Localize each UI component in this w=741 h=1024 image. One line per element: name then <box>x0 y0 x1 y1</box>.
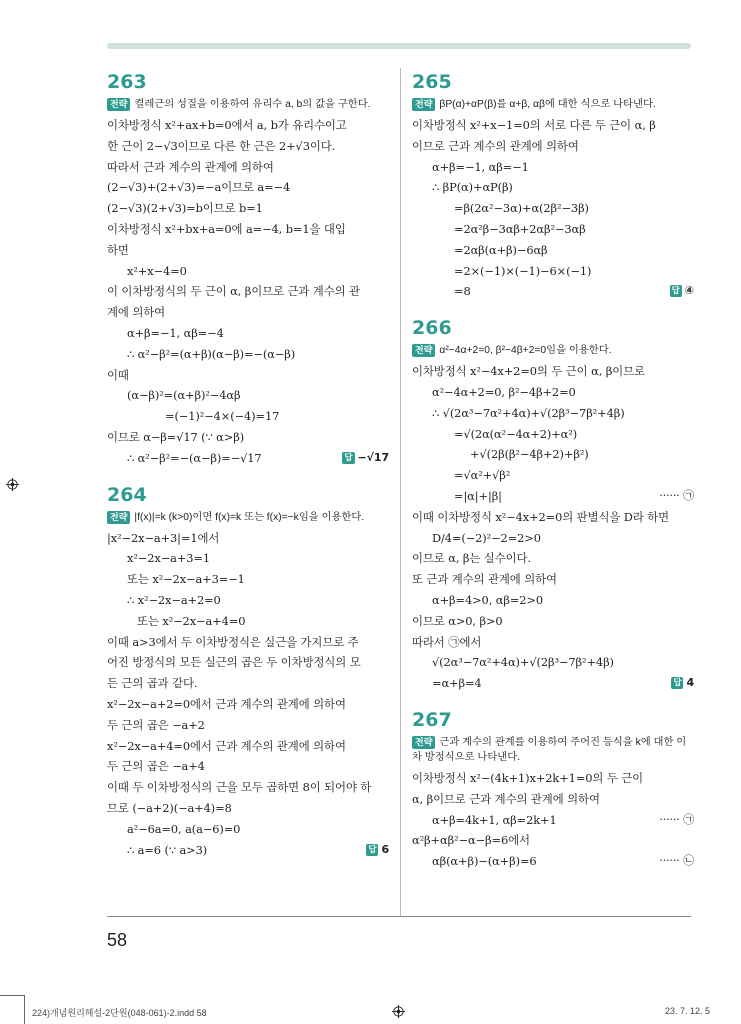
strategy-text: α²−4α+2=0, β²−4β+2=0임을 이용한다. <box>439 345 612 357</box>
problem-number: 265 <box>412 71 452 93</box>
line-text: +√(2β(β²−4β+2)+β²) <box>470 447 589 462</box>
line-text: a²−6a=0, a(a−6)=0 <box>127 821 241 836</box>
line-text: 두 근의 곱은 −a+2 <box>107 717 205 732</box>
solution-line <box>412 219 694 240</box>
crop-mark <box>0 995 24 996</box>
solution-line <box>107 219 389 240</box>
problem-number: 264 <box>107 483 147 506</box>
line-text: 어진 방정식의 모든 실근의 곱은 두 이차방정식의 모 <box>107 655 361 670</box>
line-text: 두 근의 곱은 −a+4 <box>107 759 205 774</box>
solution-line <box>412 486 694 507</box>
strategy-tag: 전략 <box>107 511 130 524</box>
answer-value: −√17 <box>357 450 389 464</box>
solution-line <box>412 507 694 528</box>
equation-marker: ······ ㉠ <box>659 812 694 826</box>
strategy-note <box>107 97 389 112</box>
line-text: 또는 x²−2x−a+3=−1 <box>127 572 245 587</box>
line-text: ∴ βP(α)+αP(β) <box>432 180 513 195</box>
answer-box <box>670 281 694 302</box>
solution-line <box>412 261 694 282</box>
spacer <box>107 469 389 481</box>
line-text: =√α²+√β² <box>454 468 511 483</box>
solution-line <box>107 715 389 736</box>
answer-tag: 답 <box>671 286 680 297</box>
registration-mark-icon <box>6 478 19 491</box>
solution-line <box>107 385 389 406</box>
line-text: D/4=(−2)²−2=2>0 <box>432 530 541 545</box>
solution-line <box>107 590 389 611</box>
answer-tag: 답 <box>368 844 377 855</box>
solution-line <box>107 302 389 323</box>
solution-line <box>107 115 389 136</box>
solution-line <box>412 424 694 445</box>
strategy-text: 켤레근의 성질을 이용하여 유리수 a, b의 값을 구한다. <box>134 99 371 110</box>
problem-number: 266 <box>412 317 452 340</box>
solution-line <box>412 768 694 789</box>
solution-line <box>412 611 694 632</box>
print-date: 23. 7. 12. 5 <box>665 1006 711 1016</box>
line-text: αβ(α+β)−(α+β)=6 <box>432 854 537 869</box>
answer-tag: 답 <box>673 678 682 689</box>
strategy-tag: 전략 <box>412 736 435 749</box>
solution-line <box>107 157 389 178</box>
solution-line <box>412 851 694 872</box>
line-text: α+β=−1, αβ=−1 <box>432 159 529 174</box>
line-text: x²−2x−a+4=0에서 근과 계수의 관계에 의하여 <box>107 738 346 753</box>
line-text: =√(2α(α²−4α+2)+α²) <box>454 426 578 441</box>
line-text: α²−4α+2=0, β²−4β+2=0 <box>432 384 576 399</box>
solution-line <box>107 198 389 219</box>
line-text: =α+β=4 <box>432 676 482 691</box>
solution-line <box>107 365 389 386</box>
line-text: 이 이차방정식의 두 근이 α, β이므로 근과 계수의 관 <box>107 284 360 299</box>
line-text: =β(2α²−3α)+α(2β²−3β) <box>454 201 589 216</box>
strategy-text: βP(α)+αP(β)를 α+β, αβ에 대한 식으로 나타낸다. <box>439 99 656 110</box>
solution-line <box>107 136 389 157</box>
line-text: 이때 <box>107 367 129 382</box>
strategy-tag: 전략 <box>107 98 130 111</box>
left-column <box>107 68 389 860</box>
line-text: ∴ √(2α³−7α²+4α)+√(2β³−7β²+4β) <box>432 405 625 420</box>
line-text: (2−√3)(2+√3)=b이므로 b=1 <box>107 201 263 216</box>
solution-line <box>107 177 389 198</box>
spacer <box>412 302 694 314</box>
solution-line <box>107 448 389 469</box>
solution-line <box>107 548 389 569</box>
solution-line <box>107 323 389 344</box>
line-text: 이차방정식 x²−4x+2=0의 두 근이 α, β이므로 <box>412 364 645 379</box>
solution-line <box>107 406 389 427</box>
line-text: ∴ x²−2x−a+2=0 <box>127 592 221 607</box>
line-text: ∴ a=6 (∵ a>3) <box>127 842 208 857</box>
line-text: 이므로 α>0, β>0 <box>412 613 503 628</box>
spacer <box>412 694 694 706</box>
solution-line <box>107 777 389 798</box>
answer-box <box>671 673 694 694</box>
line-text: |x²−2x−a+3|=1에서 <box>107 530 220 545</box>
solution-line <box>412 444 694 465</box>
solution-line <box>107 344 389 365</box>
solution-line <box>412 136 694 157</box>
problem-number: 263 <box>107 71 147 93</box>
solution-line <box>412 830 694 851</box>
answer-box <box>342 448 389 469</box>
line-text: =|α|+|β| <box>454 488 502 503</box>
line-text: 므로 (−a+2)(−a+4)=8 <box>107 800 232 815</box>
solution-line <box>412 403 694 424</box>
solution-line <box>412 177 694 198</box>
solution-line <box>107 569 389 590</box>
solution-line <box>107 798 389 819</box>
line-text: α, β이므로 근과 계수의 관계에 의하여 <box>412 791 600 806</box>
answer-value: 6 <box>381 842 389 856</box>
solution-line <box>412 465 694 486</box>
line-text: 하면 <box>107 242 129 257</box>
solution-line <box>412 548 694 569</box>
strategy-text: 근과 계수의 관계를 이용하여 주어진 등식을 k에 대한 이차 방정식으로 나타낸다. <box>412 736 687 763</box>
strategy-note <box>412 735 694 765</box>
solution-line <box>412 528 694 549</box>
answer-value: ④ <box>684 284 694 298</box>
line-text: (2−√3)+(2+√3)=−a이므로 a=−4 <box>107 180 291 195</box>
line-text: 이때 a>3에서 두 이차방정식은 실근을 가지므로 주 <box>107 634 359 649</box>
top-decor-bar <box>107 43 691 49</box>
solution-line <box>107 528 389 549</box>
strategy-note <box>107 510 389 525</box>
solution-line <box>412 361 694 382</box>
line-text: α²β+αβ²−α−β=6에서 <box>412 833 530 848</box>
line-text: x²+x−4=0 <box>127 263 187 278</box>
line-text: 이차방정식 x²+ax+b=0에서 a, b가 유리수이고 <box>107 118 347 132</box>
line-text: 또는 x²−2x−a+4=0 <box>137 613 246 628</box>
solution-line <box>412 198 694 219</box>
answer-box <box>366 840 389 861</box>
line-text: =(−1)²−4×(−4)=17 <box>165 409 280 424</box>
solution-line <box>107 240 389 261</box>
solution-line <box>107 611 389 632</box>
crop-mark <box>24 995 25 1024</box>
strategy-note <box>412 343 694 358</box>
line-text: 이차방정식 x²−(4k+1)x+2k+1=0의 두 근이 <box>412 770 644 785</box>
line-text: ∴ α²−β²=−(α−β)=−√17 <box>127 450 262 465</box>
solution-line <box>412 157 694 178</box>
solution-line <box>412 810 694 831</box>
solution-line <box>412 652 694 673</box>
line-text: x²−2x−a+3=1 <box>127 551 211 566</box>
line-text: α+β=−1, αβ=−4 <box>127 325 224 340</box>
line-text: 이므로 α, β는 실수이다. <box>412 551 531 566</box>
line-text: 든 근의 곱과 같다. <box>107 676 198 691</box>
solution-line <box>412 240 694 261</box>
line-text: =2α²β−3αβ+2αβ²−3αβ <box>454 221 586 236</box>
strategy-tag: 전략 <box>412 98 435 111</box>
strategy-note <box>412 97 694 112</box>
solution-line <box>412 382 694 403</box>
line-text: 따라서 ㉠에서 <box>412 634 482 649</box>
solution-line <box>107 673 389 694</box>
solution-line <box>412 789 694 810</box>
solution-line <box>107 427 389 448</box>
line-text: x²−2x−a+2=0에서 근과 계수의 관계에 의하여 <box>107 696 346 711</box>
solution-line <box>107 652 389 673</box>
solution-line <box>412 281 694 302</box>
strategy-tag: 전략 <box>412 344 435 357</box>
answer-value: 4 <box>686 676 694 690</box>
solution-line <box>107 756 389 777</box>
solution-line <box>107 736 389 757</box>
line-text: 이므로 근과 계수의 관계에 의하여 <box>412 138 579 153</box>
strategy-text: |f(x)|=k (k>0)이면 f(x)=k 또는 f(x)=−k임을 이용한다. <box>134 511 365 523</box>
problem-number: 267 <box>412 708 452 731</box>
solution-line <box>412 569 694 590</box>
solution-line <box>107 819 389 840</box>
equation-marker: ······ ㉡ <box>659 854 694 868</box>
solution-line <box>412 115 694 136</box>
line-text: ∴ α²−β²=(α+β)(α−β)=−(α−β) <box>127 346 296 361</box>
line-text: 또 근과 계수의 관계에 의하여 <box>412 572 557 587</box>
line-text: 계에 의하여 <box>107 305 166 320</box>
line-text: 이때 이차방정식 x²−4x+2=0의 판별식을 D라 하면 <box>412 509 670 524</box>
line-text: =2αβ(α+β)−6αβ <box>454 242 548 257</box>
equation-marker: ······ ㉠ <box>659 488 694 502</box>
print-file-info: 224)개념원리해설-2단원(048-061)-2.indd 58 <box>32 1008 207 1018</box>
line-text: α+β=4>0, αβ=2>0 <box>432 592 544 607</box>
solution-line <box>107 632 389 653</box>
solution-line <box>107 261 389 282</box>
line-text: α+β=4k+1, αβ=2k+1 <box>432 812 557 827</box>
footer-rule <box>107 916 691 917</box>
registration-mark-icon <box>392 1005 405 1018</box>
answer-tag: 답 <box>344 452 353 463</box>
line-text: 따라서 근과 계수의 관계에 의하여 <box>107 159 274 174</box>
line-text: =2×(−1)×(−1)−6×(−1) <box>454 263 592 278</box>
line-text: 이차방정식 x²+x−1=0의 서로 다른 두 근이 α, β <box>412 118 656 132</box>
right-column <box>412 68 694 872</box>
line-text: (α−β)²=(α+β)²−4αβ <box>127 388 241 403</box>
line-text: =8 <box>454 284 471 299</box>
line-text: 이때 두 이차방정식의 근을 모두 곱하면 8이 되어야 하 <box>107 780 372 795</box>
solution-line <box>107 840 389 861</box>
column-divider <box>400 68 401 916</box>
solution-line <box>412 590 694 611</box>
line-text: 한 근이 2−√3이므로 다른 한 근은 2+√3이다. <box>107 138 336 153</box>
line-text: √(2α³−7α²+4α)+√(2β³−7β²+4β) <box>432 655 614 670</box>
line-text: 이므로 α−β=√17 (∵ α>β) <box>107 429 245 444</box>
solution-line <box>412 673 694 694</box>
solution-line <box>107 281 389 302</box>
solution-line <box>107 694 389 715</box>
page-number: 58 <box>107 930 128 950</box>
line-text: 이차방정식 x²+bx+a=0에 a=−4, b=1을 대입 <box>107 221 346 236</box>
solution-line <box>412 632 694 653</box>
